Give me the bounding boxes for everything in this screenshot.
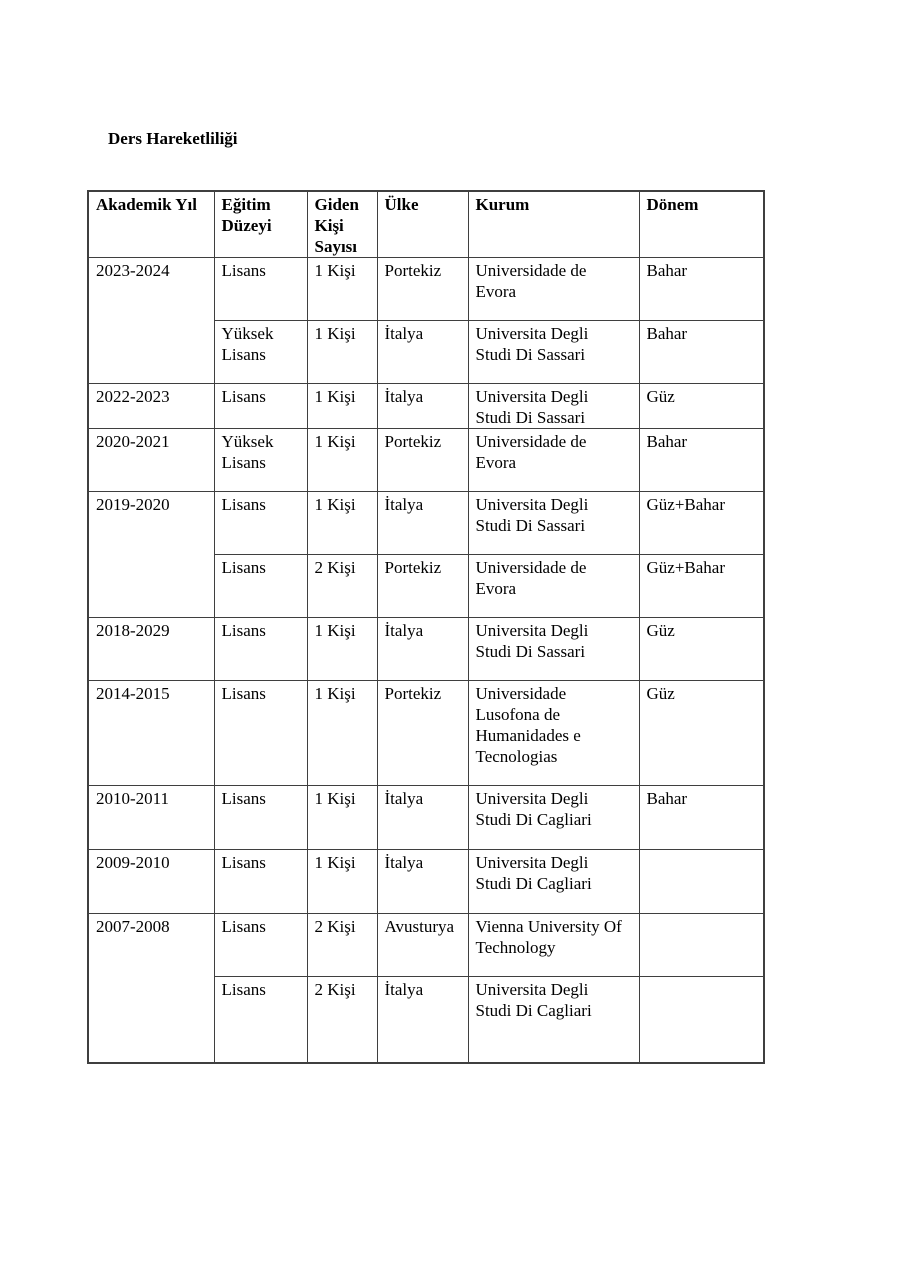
term-cell [639,850,764,914]
column-header-egitim-duzeyi: Eğitim Düzeyi [214,191,307,258]
institution-cell: Universita Degli Studi Di Cagliari [468,850,639,914]
year-cell: 2010-2011 [88,786,214,850]
institution-cell: Universita Degli Studi Di Sassari [468,492,639,555]
count-cell: 1 Kişi [307,681,377,786]
level-cell: Lisans [214,384,307,429]
term-cell: Bahar [639,429,764,492]
term-cell: Güz+Bahar [639,555,764,618]
column-header-kurum: Kurum [468,191,639,258]
term-cell: Güz [639,618,764,681]
year-cell: 2018-2029 [88,618,214,681]
count-cell: 1 Kişi [307,850,377,914]
count-cell: 2 Kişi [307,977,377,1063]
level-cell: Lisans [214,681,307,786]
level-cell: Yüksek Lisans [214,321,307,384]
table-row [88,492,764,555]
term-cell [639,914,764,977]
country-cell: Avusturya [377,914,468,977]
country-cell: Portekiz [377,681,468,786]
table-row [88,258,764,321]
table-header-row [88,191,764,258]
level-cell: Lisans [214,914,307,977]
country-cell: İtalya [377,492,468,555]
institution-cell: Universita Degli Studi Di Sassari [468,618,639,681]
count-cell: 2 Kişi [307,914,377,977]
count-cell: 1 Kişi [307,258,377,321]
term-cell: Bahar [639,321,764,384]
country-cell: İtalya [377,384,468,429]
year-cell: 2014-2015 [88,681,214,786]
country-cell: Portekiz [377,429,468,492]
institution-cell: Universidade de Evora [468,258,639,321]
institution-cell: Universidade de Evora [468,555,639,618]
count-cell: 2 Kişi [307,555,377,618]
mobility-table [87,190,765,1064]
level-cell: Lisans [214,977,307,1063]
table-row [88,618,764,681]
count-cell: 1 Kişi [307,321,377,384]
level-cell: Lisans [214,850,307,914]
level-cell: Yüksek Lisans [214,429,307,492]
institution-cell: Universidade de Evora [468,429,639,492]
level-cell: Lisans [214,786,307,850]
year-cell: 2019-2020 [88,492,214,618]
table-row [88,850,764,914]
column-header-ulke: Ülke [377,191,468,258]
institution-cell: Universita Degli Studi Di Sassari [468,321,639,384]
term-cell: Bahar [639,258,764,321]
table-row [88,681,764,786]
country-cell: Portekiz [377,555,468,618]
count-cell: 1 Kişi [307,429,377,492]
term-cell: Güz+Bahar [639,492,764,555]
level-cell: Lisans [214,258,307,321]
country-cell: İtalya [377,786,468,850]
institution-cell: Universita Degli Studi Di Cagliari [468,786,639,850]
country-cell: İtalya [377,618,468,681]
level-cell: Lisans [214,555,307,618]
year-cell: 2007-2008 [88,914,214,1063]
level-cell: Lisans [214,492,307,555]
country-cell: İtalya [377,977,468,1063]
institution-cell: Vienna University Of Technology [468,914,639,977]
column-header-akademik-yil: Akademik Yıl [88,191,214,258]
country-cell: Portekiz [377,258,468,321]
country-cell: İtalya [377,850,468,914]
table-row [88,786,764,850]
column-header-donem: Dönem [639,191,764,258]
level-cell: Lisans [214,618,307,681]
term-cell: Güz [639,384,764,429]
count-cell: 1 Kişi [307,492,377,555]
column-header-giden-kisi-sayisi: Giden Kişi Sayısı [307,191,377,258]
term-cell: Bahar [639,786,764,850]
year-cell: 2022-2023 [88,384,214,429]
term-cell: Güz [639,681,764,786]
count-cell: 1 Kişi [307,618,377,681]
table-row [88,384,764,429]
table-row [88,429,764,492]
year-cell: 2023-2024 [88,258,214,384]
year-cell: 2009-2010 [88,850,214,914]
page-title: Ders Hareketliliği [108,129,238,148]
institution-cell: Universita Degli Studi Di Sassari [468,384,639,429]
country-cell: İtalya [377,321,468,384]
term-cell [639,977,764,1063]
table-row [88,914,764,977]
count-cell: 1 Kişi [307,384,377,429]
institution-cell: Universidade Lusofona de Humanidades e Tecnologias [468,681,639,786]
institution-cell: Universita Degli Studi Di Cagliari [468,977,639,1063]
year-cell: 2020-2021 [88,429,214,492]
count-cell: 1 Kişi [307,786,377,850]
